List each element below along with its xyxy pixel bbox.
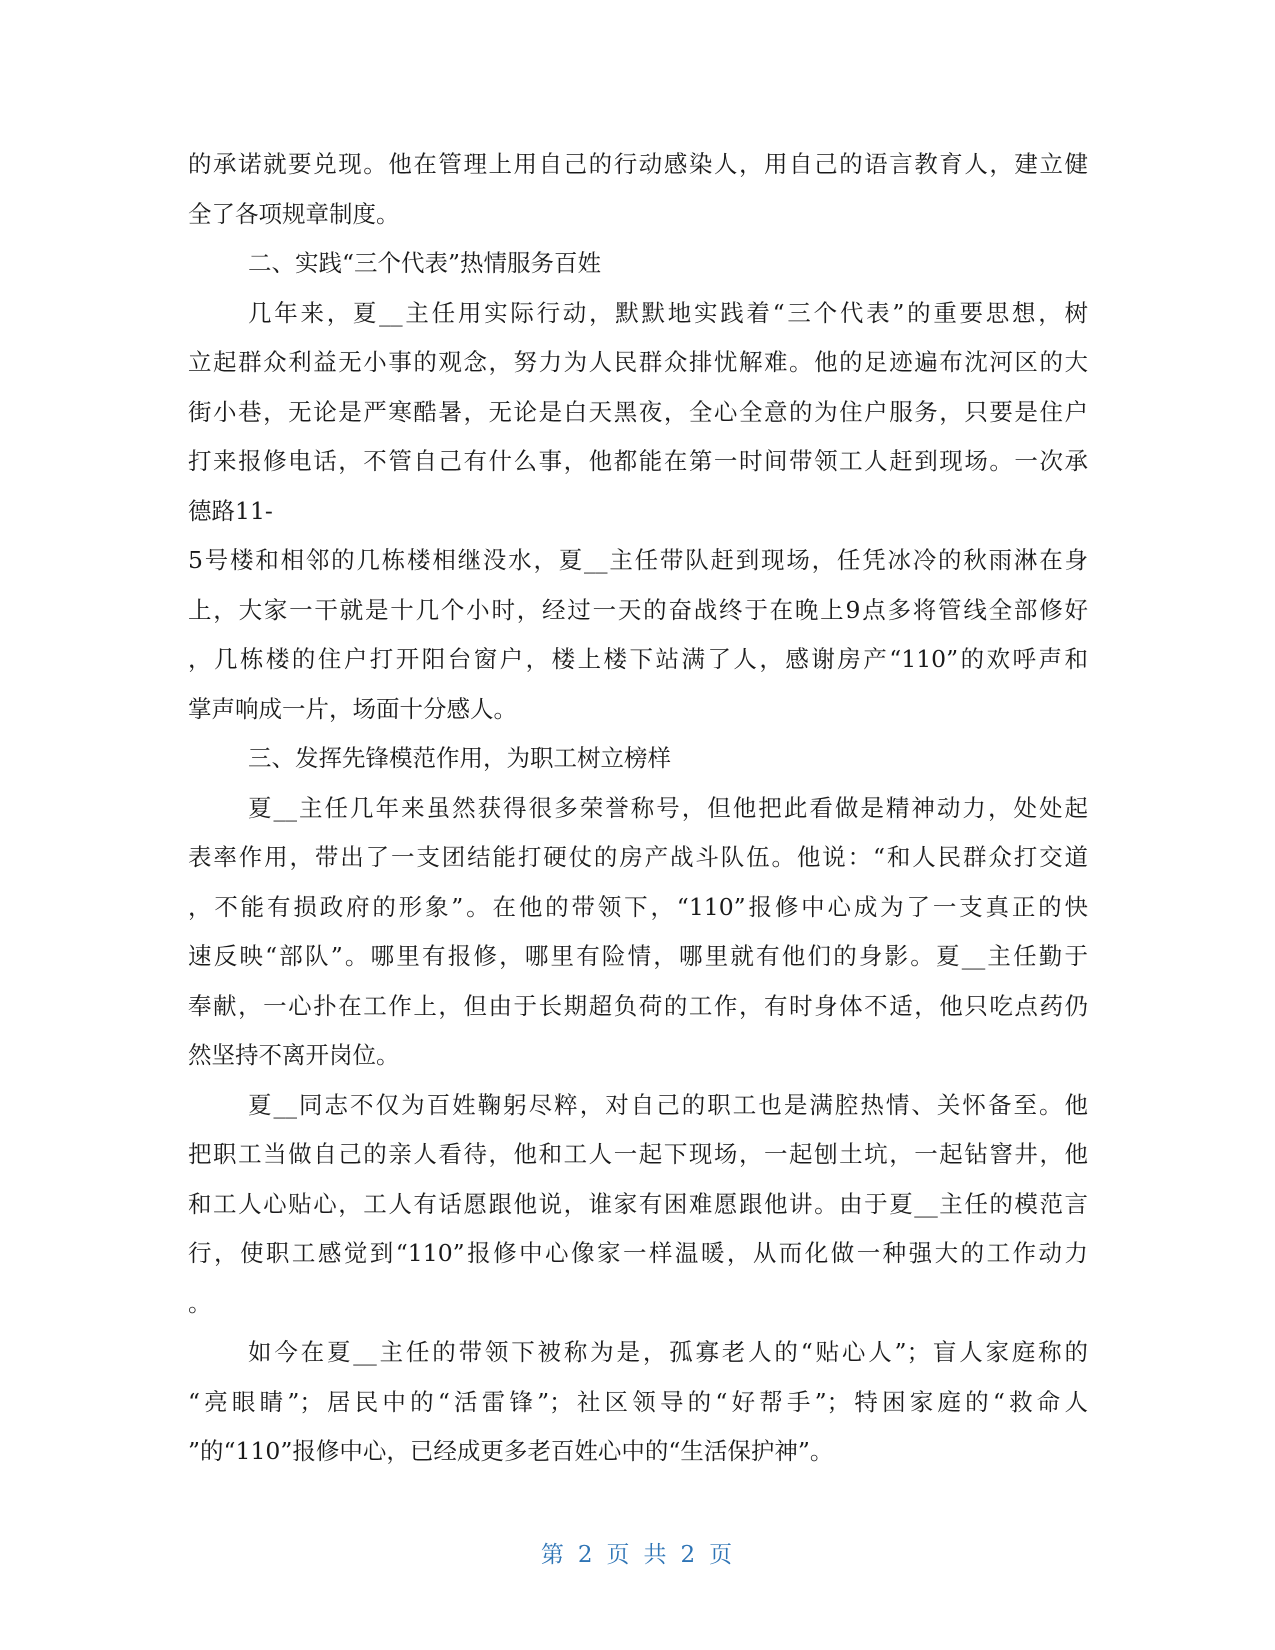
paragraph-line: 奉献，一心扑在工作上，但由于长期超负荷的工作，有时身体不适，他只吃点药仍	[188, 991, 1088, 1020]
total-page-number: 2	[680, 1542, 698, 1568]
paragraph-line: 行，使职工感觉到“110”报修中心像家一样温暖，从而化做一种强大的工作动力	[188, 1239, 1088, 1267]
section-heading: 三、发挥先锋模范作用，为职工树立榜样	[248, 744, 671, 772]
paragraph-line: 几年来，夏__主任用实际行动，默默地实践着“三个代表”的重要思想，树	[248, 298, 1088, 327]
paragraph-line: 德路11-	[188, 496, 273, 525]
paragraph-line: 如今在夏__主任的带领下被称为是，孤寡老人的“贴心人”；盲人家庭称的	[248, 1338, 1088, 1366]
paragraph-line: 速反映“部队”。哪里有报修，哪里有险情，哪里就有他们的身影。夏__主任勤于	[188, 942, 1088, 970]
paragraph-line: 全了各项规章制度。	[188, 199, 400, 228]
paragraph-line: ”的“110”报修中心，已经成更多老百姓心中的“生活保护神”。	[188, 1437, 834, 1465]
page-label-suffix: 页	[709, 1542, 735, 1568]
paragraph-line: 5号楼和相邻的几栋楼相继没水，夏__主任带队赶到现场，任凭冰冷的秋雨淋在身	[188, 546, 1088, 574]
paragraph-line: 然坚持不离开岗位。	[188, 1041, 400, 1069]
paragraph-line: 把职工当做自己的亲人看待，他和工人一起下现场，一起刨土坑，一起钻窨井，他	[188, 1140, 1088, 1168]
section-heading: 二、实践“三个代表”热情服务百姓	[248, 249, 602, 277]
paragraph-line: 打来报修电话，不管自己有什么事，他都能在第一时间带领工人赶到现场。一次承	[188, 447, 1088, 475]
paragraph-line: 掌声响成一片，场面十分感人。	[188, 694, 517, 723]
paragraph-line: 夏__主任几年来虽然获得很多荣誉称号，但他把此看做是精神动力，处处起	[248, 793, 1088, 822]
paragraph-line: ，几栋楼的住户打开阳台窗户，楼上楼下站满了人，感谢房产“110”的欢呼声和	[188, 645, 1088, 673]
paragraph-line: 表率作用，带出了一支团结能打硬仗的房产战斗队伍。他说：“和人民群众打交道	[188, 843, 1088, 871]
paragraph-line: ，不能有损政府的形象”。在他的带领下，“110”报修中心成为了一支真正的快	[188, 892, 1088, 921]
paragraph-line: 和工人心贴心，工人有话愿跟他说，谁家有困难愿跟他讲。由于夏__主任的模范言	[188, 1189, 1088, 1218]
paragraph-line: 立起群众利益无小事的观念，努力为人民群众排忧解难。他的足迹遍布沈河区的大	[188, 348, 1088, 376]
page-label-prefix: 第	[540, 1542, 566, 1568]
paragraph-line: 夏__同志不仅为百姓鞠躬尽粹，对自己的职工也是满腔热情、关怀备至。他	[248, 1090, 1088, 1119]
page-label-mid: 页	[606, 1542, 632, 1568]
paragraph-line: 的承诺就要兑现。他在管理上用自己的行动感染人，用自己的语言教育人，建立健	[188, 150, 1088, 178]
document-body	[188, 140, 1088, 1477]
total-label-prefix: 共	[643, 1542, 669, 1568]
page-footer	[0, 1536, 1275, 1569]
current-page-number: 2	[577, 1542, 595, 1568]
paragraph-line: 。	[188, 1288, 212, 1317]
paragraph-line: “亮眼睛”；居民中的“活雷锋”；社区领导的“好帮手”；特困家庭的“救命人	[188, 1387, 1088, 1416]
paragraph-line: 上，大家一干就是十几个小时，经过一天的奋战终于在晚上9点多将管线全部修好	[188, 595, 1088, 624]
paragraph-line: 街小巷，无论是严寒酷暑，无论是白天黑夜，全心全意的为住户服务，只要是住户	[188, 397, 1088, 426]
